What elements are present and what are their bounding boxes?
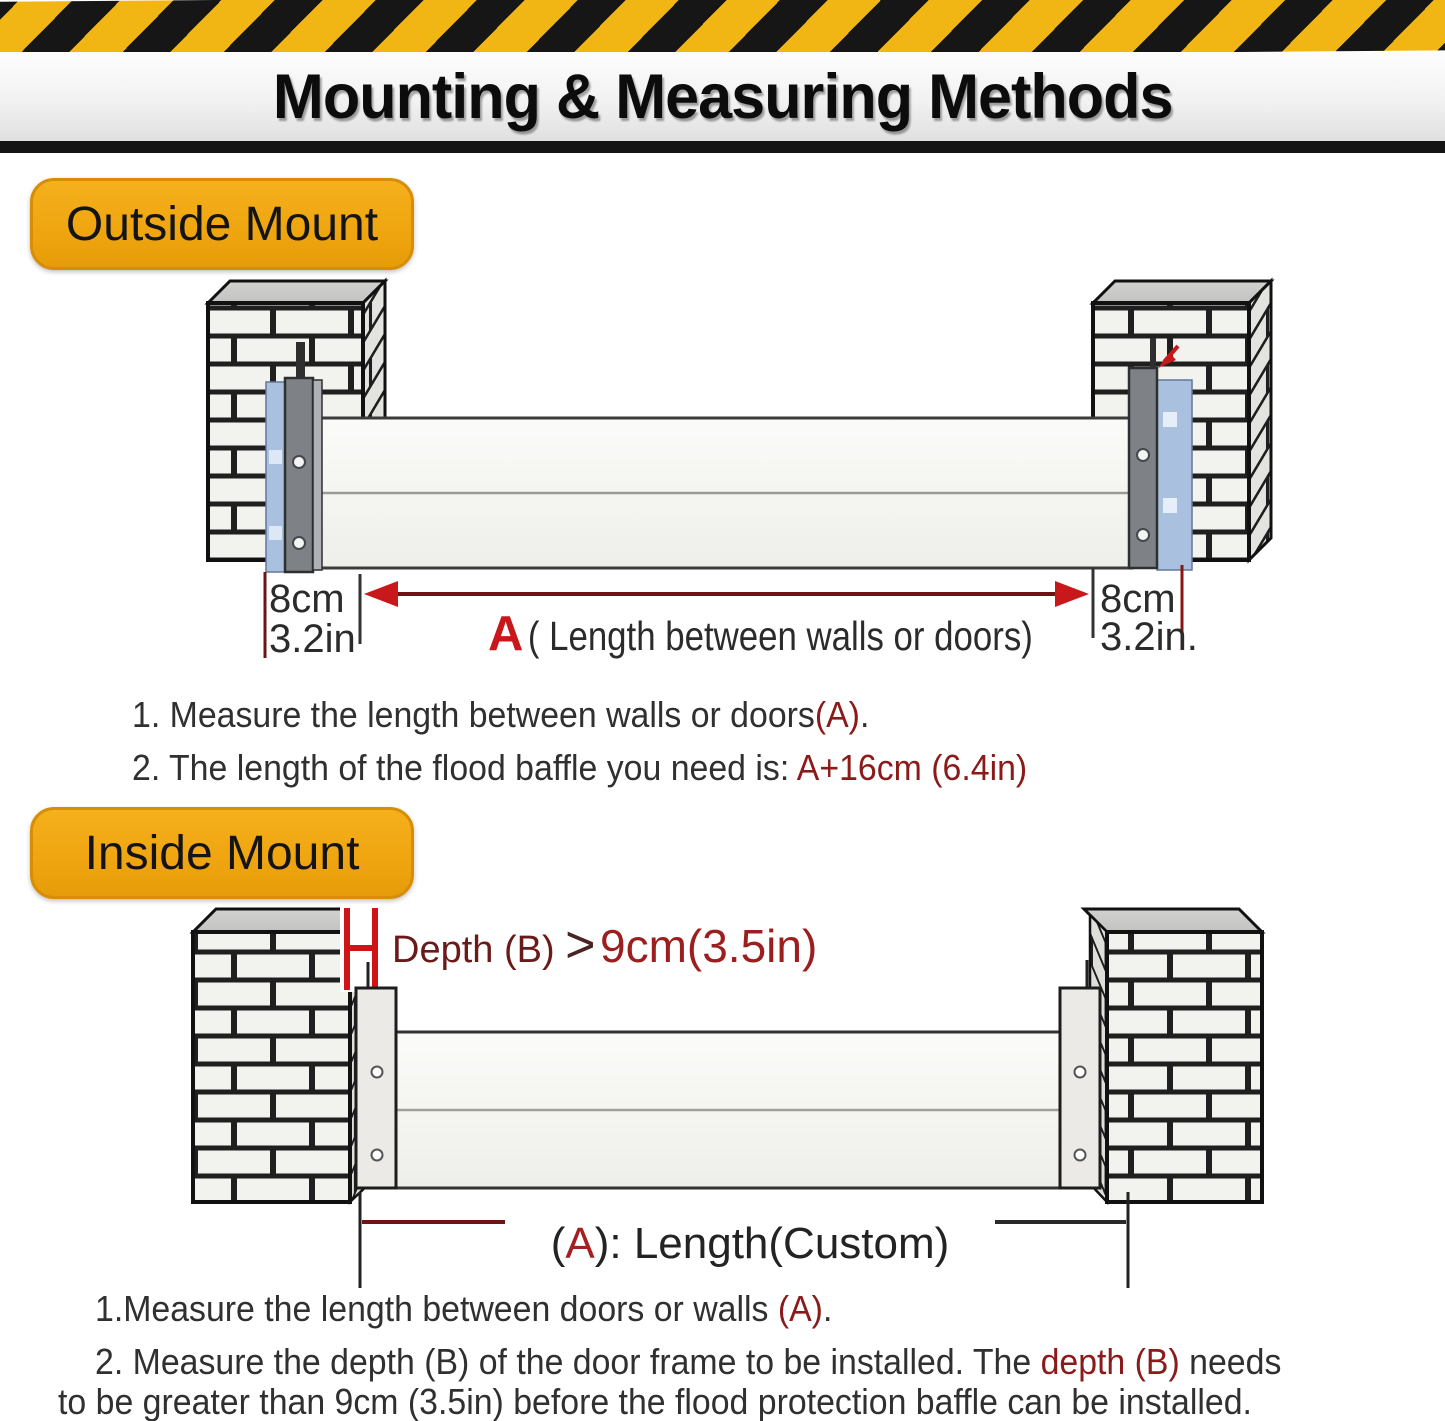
greater-than-sign: > xyxy=(565,916,596,974)
screw-hole xyxy=(1137,449,1149,461)
inside-right-pillar xyxy=(1084,909,1262,1202)
screw-hole xyxy=(1137,529,1149,541)
pillar-front-face xyxy=(193,932,350,1202)
length-label xyxy=(551,1219,950,1268)
divider-bar xyxy=(0,141,1445,153)
header-banner xyxy=(0,0,1445,154)
screw-hole xyxy=(1075,1150,1086,1161)
outside-mount-diagram xyxy=(0,268,1445,664)
inside-flood-barrier-panel xyxy=(393,1032,1064,1188)
left-offset-in: 3.2in xyxy=(269,617,356,661)
step-highlight: (A) xyxy=(814,694,860,735)
screw-hole xyxy=(293,456,305,468)
depth-label-text: Depth (B) xyxy=(392,929,566,971)
screw-hole xyxy=(372,1067,383,1078)
inside-step-1 xyxy=(95,1288,832,1330)
step-text: 2. Measure the depth (B) of the door frame to be installed. The xyxy=(95,1341,1041,1382)
depth-value: 9cm(3.5in) xyxy=(600,920,818,972)
inside-right-bracket xyxy=(1060,988,1100,1188)
step-text: to be greater than 9cm (3.5in) before the flood protection baffle can be installed. xyxy=(58,1381,1252,1421)
step-text: . xyxy=(822,1288,833,1329)
outside-flood-barrier-panel xyxy=(316,418,1132,568)
inside-mount-badge xyxy=(30,807,414,899)
outside-step-1 xyxy=(132,694,869,736)
span-letter-a: A xyxy=(488,607,524,661)
depth-marker xyxy=(340,904,382,992)
anchor-bolt-left xyxy=(296,342,305,380)
length-prefix: ( xyxy=(550,1219,566,1268)
inside-mount-badge-label: Inside Mount xyxy=(84,826,360,880)
outside-mount-badge xyxy=(30,178,414,270)
pillar-top-face xyxy=(1093,281,1271,303)
step-text: 1. Measure the length between walls or doors xyxy=(132,694,815,735)
inside-left-bracket xyxy=(356,988,396,1188)
length-suffix: ): Length(Custom) xyxy=(594,1219,950,1268)
step-highlight: A+16cm (6.4in) xyxy=(796,747,1028,788)
depth-label xyxy=(392,916,817,974)
right-offset-cm: 8cm xyxy=(1100,577,1176,621)
step-highlight: (A) xyxy=(777,1288,823,1329)
step-text: 1.Measure the length between doors or walls xyxy=(95,1288,778,1329)
arrowhead-right xyxy=(1055,581,1089,607)
pillar-top-face xyxy=(1084,909,1262,932)
step-highlight: depth (B) xyxy=(1040,1341,1180,1382)
inside-step-2 xyxy=(95,1341,1281,1383)
step-text: . xyxy=(859,694,870,735)
right-offset-in: 3.2in. xyxy=(1100,615,1198,659)
screw-hole xyxy=(1075,1067,1086,1078)
span-label xyxy=(488,607,1033,661)
page-title: Mounting & Measuring Methods xyxy=(272,61,1173,132)
outside-step-2 xyxy=(132,747,1027,789)
pillar-front-face xyxy=(1107,932,1262,1202)
outside-mount-badge-label: Outside Mount xyxy=(65,197,379,251)
step-text: 2. The length of the flood baffle you need is: xyxy=(132,747,797,788)
length-letter-a: A xyxy=(565,1219,595,1268)
step-text: needs xyxy=(1179,1341,1282,1382)
inside-step-2-line-2 xyxy=(58,1381,1252,1421)
pillar-top-face xyxy=(208,281,385,303)
outside-left-bracket xyxy=(285,378,322,572)
screw-hole xyxy=(293,537,305,549)
anchor-bolt-right xyxy=(1150,338,1156,370)
arrowhead-left xyxy=(364,581,398,607)
pillar-side-face xyxy=(1249,281,1271,560)
span-description: ( Length between walls or doors) xyxy=(527,613,1033,659)
left-offset-cm: 8cm xyxy=(269,577,345,621)
title-band xyxy=(0,52,1445,141)
inside-mount-diagram xyxy=(0,900,1445,1292)
screw-hole xyxy=(372,1150,383,1161)
